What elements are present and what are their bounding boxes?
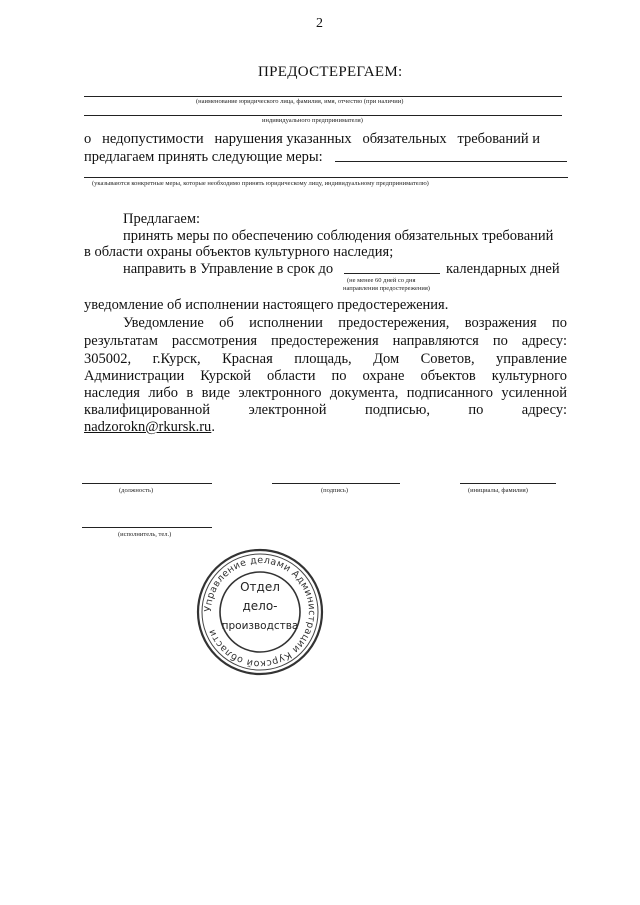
deadline-note-1: (не менее 60 дней со дня — [347, 277, 416, 284]
entity-name-note: (наименование юридического лица, фамилия, имя, отчество (при наличии) — [196, 98, 404, 105]
email-link[interactable]: nadzorokn@rkursk.ru — [84, 419, 212, 435]
body-line-2: предлагаем принять следующие меры: — [84, 149, 323, 165]
department-stamp — [190, 545, 330, 680]
body-line-1: о недопустимости нарушения указанных обязательных требований и — [84, 131, 541, 147]
deadline-line — [344, 273, 440, 274]
paragraph-3-line-6: квалифицированной электронной подписью, по адресу: — [84, 402, 567, 418]
paragraph-3-line-3: 305002, г.Курск, Красная площадь, Дом Советов, управление — [84, 351, 567, 367]
propose-label: Предлагаем: — [123, 211, 201, 227]
entrepreneur-note: индивидуального предпринимателя) — [262, 117, 363, 124]
paragraph-3-line-2: результатам рассмотрения предостережения направляются по адресу: — [84, 333, 567, 349]
paragraph-3-line-1: Уведомление об исполнении предостережения, возражения по — [123, 315, 567, 331]
measure-2-line-a: направить в Управление в срок до — [123, 261, 334, 277]
signature-note: (подпись) — [321, 487, 348, 494]
stamp-center-line-1: Отдел — [240, 580, 280, 594]
measure-2-line-c: уведомление об исполнении настоящего предостережения. — [84, 297, 449, 313]
initials-line — [460, 483, 556, 484]
page-number: 2 — [316, 16, 323, 31]
measures-inline-line — [335, 161, 567, 162]
deadline-note-2: направления предостережения) — [343, 285, 430, 292]
measures-note: (указываются конкретные меры, которые необходимо принять юридическому лицу, индивидуальному предпринимателю) — [92, 180, 429, 187]
initials-note: (инициалы, фамилия) — [468, 487, 528, 494]
measure-2-line-b: календарных дней — [446, 261, 560, 277]
position-line — [82, 483, 212, 484]
paragraph-3-line-5: наследия либо в виде электронного документа, подписанного усиленной — [84, 385, 567, 401]
entity-name-line — [84, 96, 562, 97]
position-note: (должность) — [119, 487, 154, 494]
paragraph-3-line-4: Администрации Курской области по охране объектов культурного — [84, 368, 567, 384]
entrepreneur-line — [84, 115, 562, 116]
executor-note: (исполнитель, тел.) — [118, 531, 172, 538]
page-heading: ПРЕДОСТЕРЕГАЕМ: — [258, 64, 403, 80]
executor-line — [82, 527, 212, 528]
signature-line — [272, 483, 400, 484]
measure-1-line-b: в области охраны объектов культурного наследия; — [84, 244, 394, 260]
measures-line — [84, 177, 568, 178]
stamp-ring-text: Управление делами Администрации Курской области — [202, 554, 318, 670]
stamp-center-line-3: производства — [221, 620, 299, 632]
email-period: . — [211, 419, 215, 435]
stamp-center-line-2: дело- — [242, 599, 278, 613]
measure-1-line-a: принять меры по обеспечению соблюдения обязательных требований — [123, 228, 554, 244]
